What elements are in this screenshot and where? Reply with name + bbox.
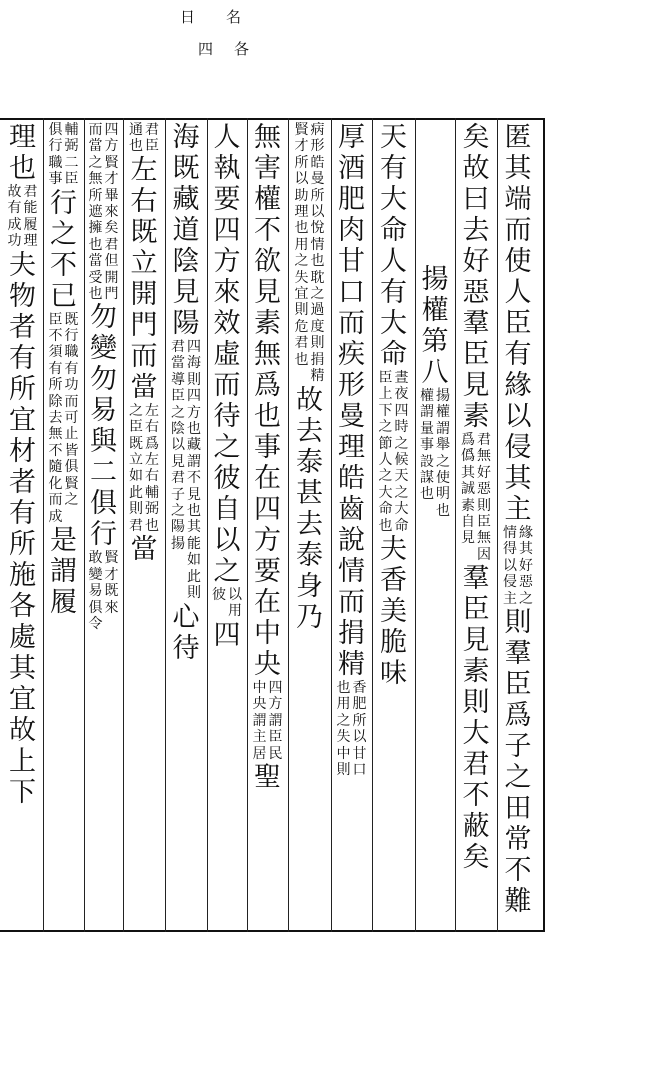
commentary-line: 情得以侵主 [503,525,517,607]
main-text: 勿變勿易與二俱行 [90,302,117,551]
commentary-line: 緣其好惡之 [519,525,533,607]
commentary-line: 賢才所以助理也用之失宜則危君也 [294,122,309,368]
commentary-note [129,403,160,534]
margin-note-ri: 日 [180,8,196,26]
commentary-note [252,680,283,762]
commentary-note [378,370,409,534]
commentary-line: 賢才既來 [104,550,119,616]
commentary-line: 輔弼二臣 [64,122,79,188]
main-text: 無害權不欲見素無爲也事在四方要在中央 [254,122,281,680]
commentary-line: 成功 [7,216,22,250]
commentary-note [129,122,160,155]
commentary-note [7,217,38,250]
main-text: 左右既立開門而當 [130,154,158,403]
text-column [2,122,43,928]
text-column [331,122,372,928]
commentary-line: 有功而可止皆俱賢之 [64,360,79,509]
commentary-line: 敢變易俱令 [88,550,103,633]
margin-note-ge: 各 [234,40,250,58]
main-text: 心待 [172,601,200,664]
commentary-line: 四海則四方也藏謂不見也其能如此則 [187,339,201,602]
commentary-note [7,184,38,217]
text-column [247,122,288,928]
main-text: 行之不已 [50,187,77,312]
commentary-line: 左右爲左右輔弼也 [145,402,159,534]
text-column [84,122,123,928]
main-text: 故去泰甚去泰身乃 [296,384,323,633]
commentary-line: 四方謂臣民 [268,680,283,762]
commentary-note [171,339,202,602]
commentary-line: 晝夜四時之候天之大命 [394,370,409,534]
main-text: 人執要四方來效虛而待之彼自以之 [213,122,241,587]
commentary-note [88,122,119,302]
commentary-note [503,525,534,607]
commentary-note [461,432,492,563]
text-column [207,122,247,928]
main-text: 羣臣見素則大君不蔽矣 [462,563,490,874]
commentary-note [48,122,79,188]
commentary-line: 故有 [7,184,22,217]
commentary-line: 俱行職事 [48,122,63,188]
main-text: 理也 [9,122,36,184]
text-column [123,122,165,928]
main-text: 夫物者有所宜材者有所施各處其宜故上下 [9,249,36,808]
commentary-line: 君臣 [145,122,159,155]
chapter-title: 揚權第八 [421,264,449,388]
commentary-line: 四方賢才畢來矣君但開門 [104,122,119,303]
main-text: 四 [213,619,241,651]
commentary-line: 之臣既立如此則君 [129,402,143,534]
commentary-line: 通也 [129,122,143,155]
main-text: 聖 [254,762,281,794]
commentary-line: 爲僞其誠素自見 [461,432,475,547]
commentary-note [212,587,243,620]
commentary-note [48,312,79,361]
main-text: 天有大命人有大命 [380,122,407,370]
main-text: 海既藏道陰見陽 [172,122,200,339]
main-text: 是謂履 [50,524,77,618]
commentary-line: 揚權謂舉之使明也 [436,388,450,519]
commentary-line: 君能 [23,184,38,217]
commentary-line: 君無好惡則臣無因 [477,432,491,563]
commentary-line: 香肥所以甘口 [352,680,367,779]
commentary-line: 彼 [212,587,226,603]
commentary-note [48,361,79,525]
commentary-line: 既行職 [64,311,79,361]
commentary-note [336,680,367,778]
main-text: 矣故曰去好惡羣臣見素 [462,122,490,432]
commentary-line: 履理 [23,216,38,250]
text-column [455,122,497,928]
commentary-line: 臣不須 [48,311,63,361]
commentary-line: 權謂量事設謀也 [420,388,434,503]
commentary-line: 以用 [228,587,242,620]
main-text: 匿其端而使人臣有緣以侵其主 [504,122,532,525]
text-column [415,122,455,1070]
commentary-line: 君當導臣之陰以見君子之陽揚 [171,339,185,552]
commentary-note [294,122,325,385]
commentary-line: 病形皓曼所以悅情也耽之過度則捐精 [310,122,325,385]
commentary-note [88,550,119,632]
text-column [288,122,331,928]
commentary-line: 中央謂主居 [252,680,267,762]
main-text: 夫香美脆味 [380,534,407,690]
commentary-line: 也用之失中則 [336,680,351,779]
commentary-line: 而當之無所遮擁也當受也 [88,122,103,303]
commentary-line: 臣上下之節人之大命也 [378,370,393,534]
text-column [497,122,539,928]
margin-note-si: 四 [198,40,214,58]
main-text: 厚酒肥肉甘口而疾形曼理皓齒說情而捐精 [338,122,365,680]
commentary-note [420,388,451,519]
text-column [372,122,415,928]
main-text: 則羣臣爲子之田常不難 [504,607,532,918]
text-column [43,122,84,928]
text-column [165,122,207,928]
commentary-line: 有所除去無不隨化而成 [48,360,63,525]
main-text: 當 [130,534,158,566]
margin-note-ming: 名 [226,8,242,26]
